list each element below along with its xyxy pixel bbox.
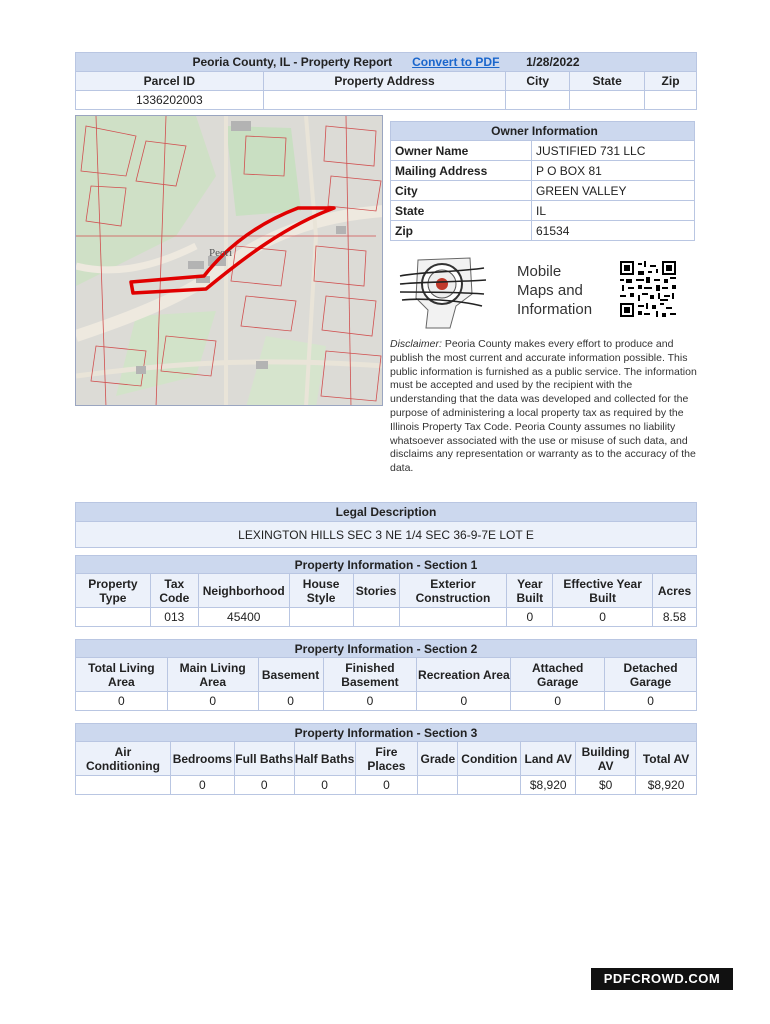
s3-value-bedrooms: 0 — [170, 776, 234, 795]
s1-value-neighborhood: 45400 — [198, 608, 289, 627]
s1-value-exterior-construction — [399, 608, 507, 627]
section-2-value-row — [76, 692, 697, 711]
report-title: Peoria County, IL - Property Report — [192, 55, 393, 69]
owner-information-title: Owner Information — [391, 122, 695, 141]
s3-header-condition: Condition — [458, 742, 521, 776]
peoria-county-logo — [398, 254, 490, 330]
s2-header-finished-basement: Finished Basement — [323, 658, 417, 692]
s3-value-half-baths: 0 — [294, 776, 355, 795]
s2-value-attached-garage: 0 — [511, 692, 605, 711]
section-2-title: Property Information - Section 2 — [76, 640, 697, 658]
owner-city-value: GREEN VALLEY — [532, 181, 695, 201]
parcel-value-row — [76, 91, 697, 110]
s1-header-house-style: House Style — [289, 574, 353, 608]
s1-header-year-built: Year Built — [507, 574, 553, 608]
mailing-address-label: Mailing Address — [391, 161, 532, 181]
s1-header-stories: Stories — [353, 574, 399, 608]
legal-description-value: LEXINGTON HILLS SEC 3 NE 1/4 SEC 36-9-7E LOT E — [76, 522, 697, 548]
owner-state-label: State — [391, 201, 532, 221]
s2-header-basement: Basement — [258, 658, 323, 692]
s1-header-property-type: Property Type — [76, 574, 151, 608]
s1-value-tax-code: 013 — [150, 608, 198, 627]
s1-value-stories — [353, 608, 399, 627]
s1-value-year-built: 0 — [507, 608, 553, 627]
city-header: City — [506, 72, 570, 91]
section-3-title: Property Information - Section 3 — [76, 724, 697, 742]
s3-header-building-av: Building AV — [576, 742, 636, 776]
property-section-2-table — [75, 639, 697, 711]
s1-value-property-type — [76, 608, 151, 627]
owner-zip-label: Zip — [391, 221, 532, 241]
mobile-maps-text — [517, 262, 592, 319]
s2-value-main-living-area: 0 — [167, 692, 258, 711]
s3-value-air-conditioning — [76, 776, 171, 795]
s3-header-fire-places: Fire Places — [355, 742, 418, 776]
section-3-header-row — [76, 742, 697, 776]
s2-header-total-living-area: Total Living Area — [76, 658, 168, 692]
report-title-cell — [76, 53, 697, 72]
s2-value-detached-garage: 0 — [605, 692, 697, 711]
s1-header-effective-year-built: Effective Year Built — [553, 574, 653, 608]
mailing-address-value: P O BOX 81 — [532, 161, 695, 181]
disclaimer-body: Peoria County makes every effort to produce and publish the most current and accurate information possible. This public information is furnished as a public service. The information must be accepted and used by the recipient with the understanding that the data was developed and collected for the purpose of administering a local property tax as required by the Illinois Property Tax Code. Peoria County assumes no liability whatsoever associated with the use or misuse of such data, and disclaims any representation or warranty as to the accuracy of the data. — [390, 338, 697, 475]
owner-row — [391, 141, 695, 161]
section-3-value-row — [76, 776, 697, 795]
disclaimer-label: Disclaimer: — [390, 338, 442, 350]
city-value — [506, 91, 570, 110]
parcel-map-graphic — [76, 116, 383, 406]
map-place-label: Peori — [209, 247, 233, 259]
property-report-header-table — [75, 52, 697, 110]
s2-value-recreation-area: 0 — [417, 692, 511, 711]
s3-value-fire-places: 0 — [355, 776, 418, 795]
property-address-value — [263, 91, 506, 110]
s3-value-total-av: $8,920 — [636, 776, 697, 795]
s3-value-grade — [418, 776, 458, 795]
s3-header-grade: Grade — [418, 742, 458, 776]
s1-header-tax-code: Tax Code — [150, 574, 198, 608]
parcel-id-header: Parcel ID — [76, 72, 264, 91]
disclaimer-text — [390, 338, 698, 476]
s3-header-air-conditioning: Air Conditioning — [76, 742, 171, 776]
mobile-line-1: Mobile — [517, 263, 562, 280]
owner-title-row — [391, 122, 695, 141]
convert-to-pdf-link[interactable]: Convert to PDF — [412, 55, 500, 69]
owner-zip-value: 61534 — [532, 221, 695, 241]
property-section-3-table — [75, 723, 697, 795]
zip-value — [645, 91, 697, 110]
owner-name-label: Owner Name — [391, 141, 532, 161]
report-date: 1/28/2022 — [526, 55, 580, 69]
s1-value-acres: 8.58 — [653, 608, 697, 627]
s1-header-acres: Acres — [653, 574, 697, 608]
parcel-header-row — [76, 72, 697, 91]
legal-description-title: Legal Description — [76, 503, 697, 522]
s2-header-detached-garage: Detached Garage — [605, 658, 697, 692]
s3-header-half-baths: Half Baths — [294, 742, 355, 776]
s2-value-basement: 0 — [258, 692, 323, 711]
legal-description-table — [75, 502, 697, 548]
qr-code-icon[interactable] — [620, 261, 676, 317]
state-value — [570, 91, 645, 110]
property-section-1-table — [75, 555, 697, 627]
report-title-row — [76, 53, 697, 72]
s3-header-bedrooms: Bedrooms — [170, 742, 234, 776]
s3-value-full-baths: 0 — [234, 776, 294, 795]
owner-information-table — [390, 121, 695, 241]
s3-header-land-av: Land AV — [521, 742, 576, 776]
section-2-header-row — [76, 658, 697, 692]
parcel-id-value: 1336202003 — [76, 91, 264, 110]
s2-value-total-living-area: 0 — [76, 692, 168, 711]
s3-header-total-av: Total AV — [636, 742, 697, 776]
s2-header-attached-garage: Attached Garage — [511, 658, 605, 692]
s1-value-house-style — [289, 608, 353, 627]
owner-city-label: City — [391, 181, 532, 201]
zip-header: Zip — [645, 72, 697, 91]
s2-header-recreation-area: Recreation Area — [417, 658, 511, 692]
s2-value-finished-basement: 0 — [323, 692, 417, 711]
s3-value-building-av: $0 — [576, 776, 636, 795]
s1-value-effective-year-built: 0 — [553, 608, 653, 627]
mobile-line-2: Maps and — [517, 282, 583, 299]
s2-header-main-living-area: Main Living Area — [167, 658, 258, 692]
owner-name-value: JUSTIFIED 731 LLC — [532, 141, 695, 161]
s3-header-full-baths: Full Baths — [234, 742, 294, 776]
section-1-header-row — [76, 574, 697, 608]
parcel-map[interactable] — [75, 115, 383, 406]
owner-state-value: IL — [532, 201, 695, 221]
pdfcrowd-badge[interactable]: PDFCROWD.COM — [591, 968, 733, 990]
section-1-title: Property Information - Section 1 — [76, 556, 697, 574]
owner-row — [391, 181, 695, 201]
s1-header-exterior-construction: Exterior Construction — [399, 574, 507, 608]
state-header: State — [570, 72, 645, 91]
property-address-header: Property Address — [263, 72, 506, 91]
s1-header-neighborhood: Neighborhood — [198, 574, 289, 608]
owner-row — [391, 201, 695, 221]
mobile-line-3: Information — [517, 301, 593, 318]
s3-value-land-av: $8,920 — [521, 776, 576, 795]
owner-row — [391, 221, 695, 241]
section-1-value-row — [76, 608, 697, 627]
owner-row — [391, 161, 695, 181]
s3-value-condition — [458, 776, 521, 795]
